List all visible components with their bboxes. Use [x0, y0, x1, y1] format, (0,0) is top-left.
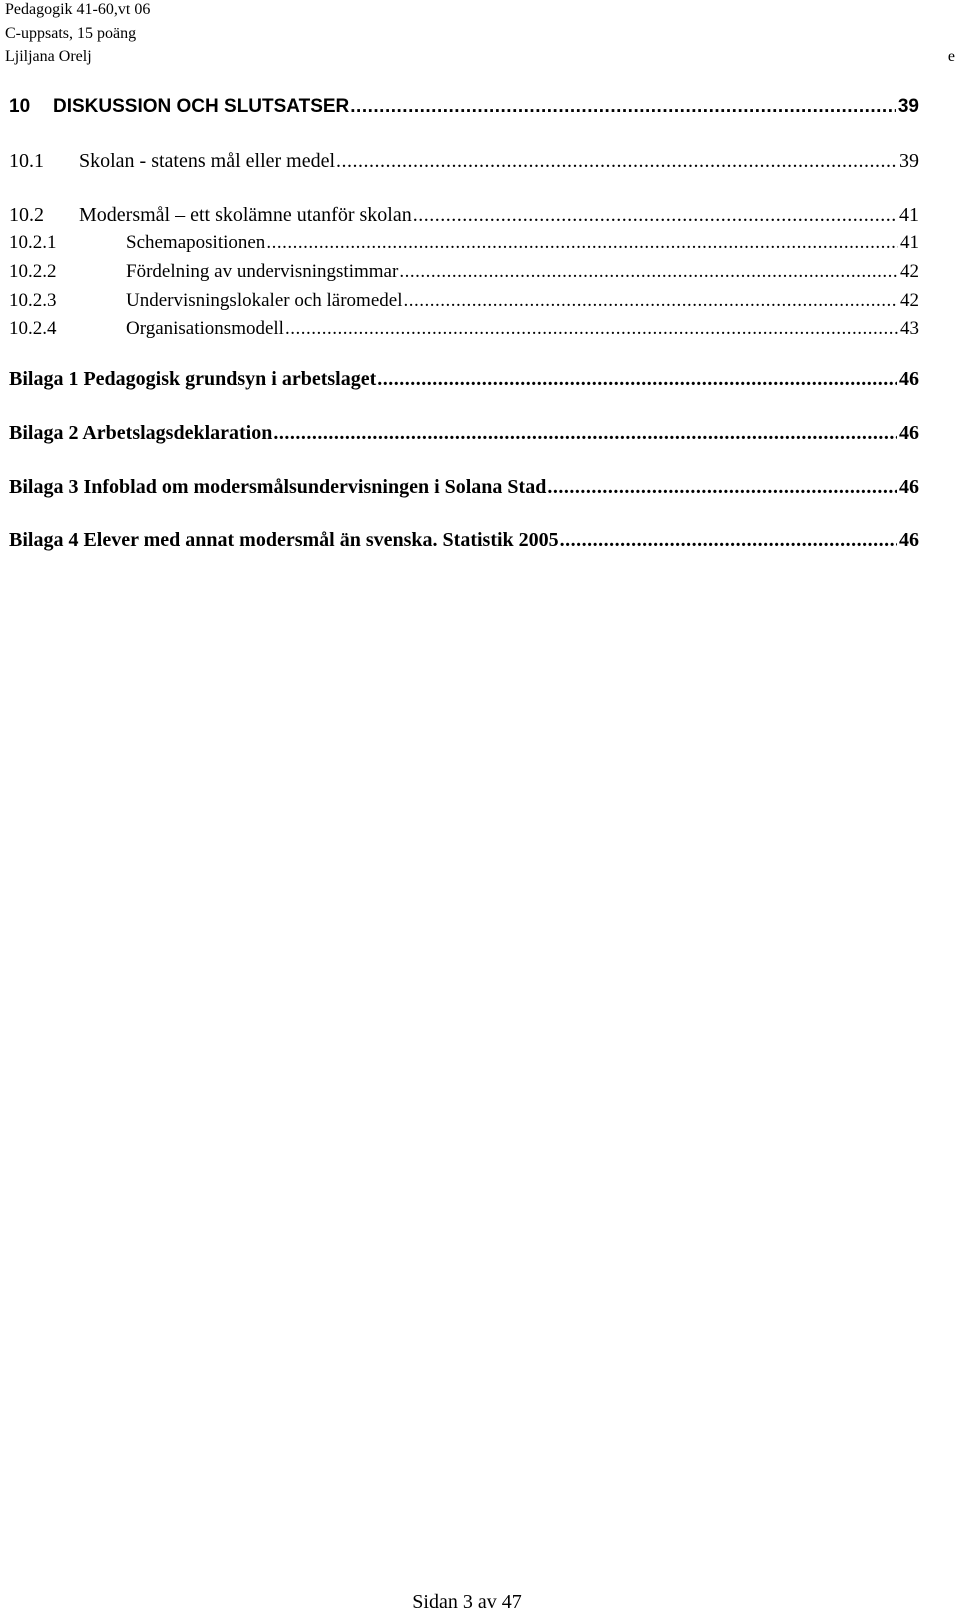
toc-dot-leader — [399, 261, 898, 283]
toc-entry-10-1[interactable] — [9, 150, 919, 178]
header-right-char: e — [947, 48, 955, 65]
toc-entry-page: 39 — [897, 96, 919, 117]
toc-dot-leader — [377, 368, 897, 391]
toc-entry-10-2[interactable] — [9, 204, 919, 232]
page-number-label: Sidan 3 av 47 — [412, 1591, 522, 1613]
toc-entry-page: 46 — [899, 529, 919, 551]
toc-entry-title: DISKUSSION OCH SLUTSATSER — [53, 96, 350, 117]
toc-entry-number: 10.2.2 — [9, 261, 57, 282]
header-author: Ljiljana Orelj — [5, 48, 92, 65]
toc-entry-title: Organisationsmodell — [126, 318, 284, 339]
header-thesis: C-uppsats, 15 poäng — [5, 25, 137, 42]
toc-dot-leader — [413, 204, 897, 227]
toc-entry-bilaga-3[interactable] — [9, 476, 919, 504]
toc-dot-leader — [336, 150, 897, 173]
toc-entry-page: 42 — [900, 261, 919, 282]
toc-entry-page: 39 — [899, 150, 919, 172]
toc-entry-title: Skolan - statens mål eller medel — [79, 150, 336, 172]
toc-entry-bilaga-2[interactable] — [9, 422, 919, 450]
toc-entry-title: Bilaga 2 Arbetslagsdeklaration — [9, 422, 273, 444]
toc-entry-number: 10.2 — [9, 204, 44, 226]
toc-entry-title: Bilaga 4 Elever med annat modersmål än svenska. Statistik 2005 — [9, 529, 559, 551]
toc-entry-page: 41 — [900, 232, 919, 253]
toc-entry-10[interactable] — [9, 96, 919, 124]
header-course: Pedagogik 41-60,vt 06 — [5, 1, 151, 18]
toc-entry-title: Undervisningslokaler och läromedel — [126, 290, 403, 311]
toc-entry-number: 10.1 — [9, 150, 44, 172]
toc-entry-title: Modersmål – ett skolämne utanför skolan — [79, 204, 412, 226]
toc-entry-number: 10.2.3 — [9, 290, 57, 311]
toc-dot-leader — [403, 290, 898, 312]
toc-entry-number: 10.2.4 — [9, 318, 57, 339]
page-footer — [0, 1590, 934, 1614]
toc-entry-title: Bilaga 3 Infoblad om modersmålsundervisningen i Solana Stad — [9, 476, 547, 498]
toc-entry-page: 42 — [900, 290, 919, 311]
toc-entry-10-2-2[interactable] — [9, 261, 919, 289]
toc-entry-number: 10.2.1 — [9, 232, 57, 253]
toc-dot-leader — [285, 318, 898, 340]
toc-entry-page: 46 — [899, 422, 919, 444]
toc-entry-number: 10 — [9, 96, 31, 117]
toc-entry-title: Bilaga 1 Pedagogisk grundsyn i arbetslaget — [9, 368, 377, 390]
toc-entry-title: Schemapositionen — [126, 232, 266, 253]
toc-entry-page: 43 — [900, 318, 919, 339]
toc-dot-leader — [547, 476, 897, 499]
toc-entry-page: 46 — [899, 476, 919, 498]
toc-entry-10-2-3[interactable] — [9, 290, 919, 318]
toc-entry-bilaga-4[interactable] — [9, 529, 919, 557]
toc-entry-10-2-4[interactable] — [9, 318, 919, 346]
toc-entry-bilaga-1[interactable] — [9, 368, 919, 396]
toc-entry-10-2-1[interactable] — [9, 232, 919, 260]
toc-dot-leader — [273, 422, 897, 445]
toc-dot-leader — [350, 96, 896, 118]
toc-dot-leader — [560, 529, 897, 552]
toc-entry-title: Fördelning av undervisningstimmar — [126, 261, 399, 282]
toc-entry-page: 41 — [899, 204, 919, 226]
toc-entry-page: 46 — [899, 368, 919, 390]
table-of-contents — [9, 0, 919, 600]
toc-dot-leader — [266, 232, 898, 254]
